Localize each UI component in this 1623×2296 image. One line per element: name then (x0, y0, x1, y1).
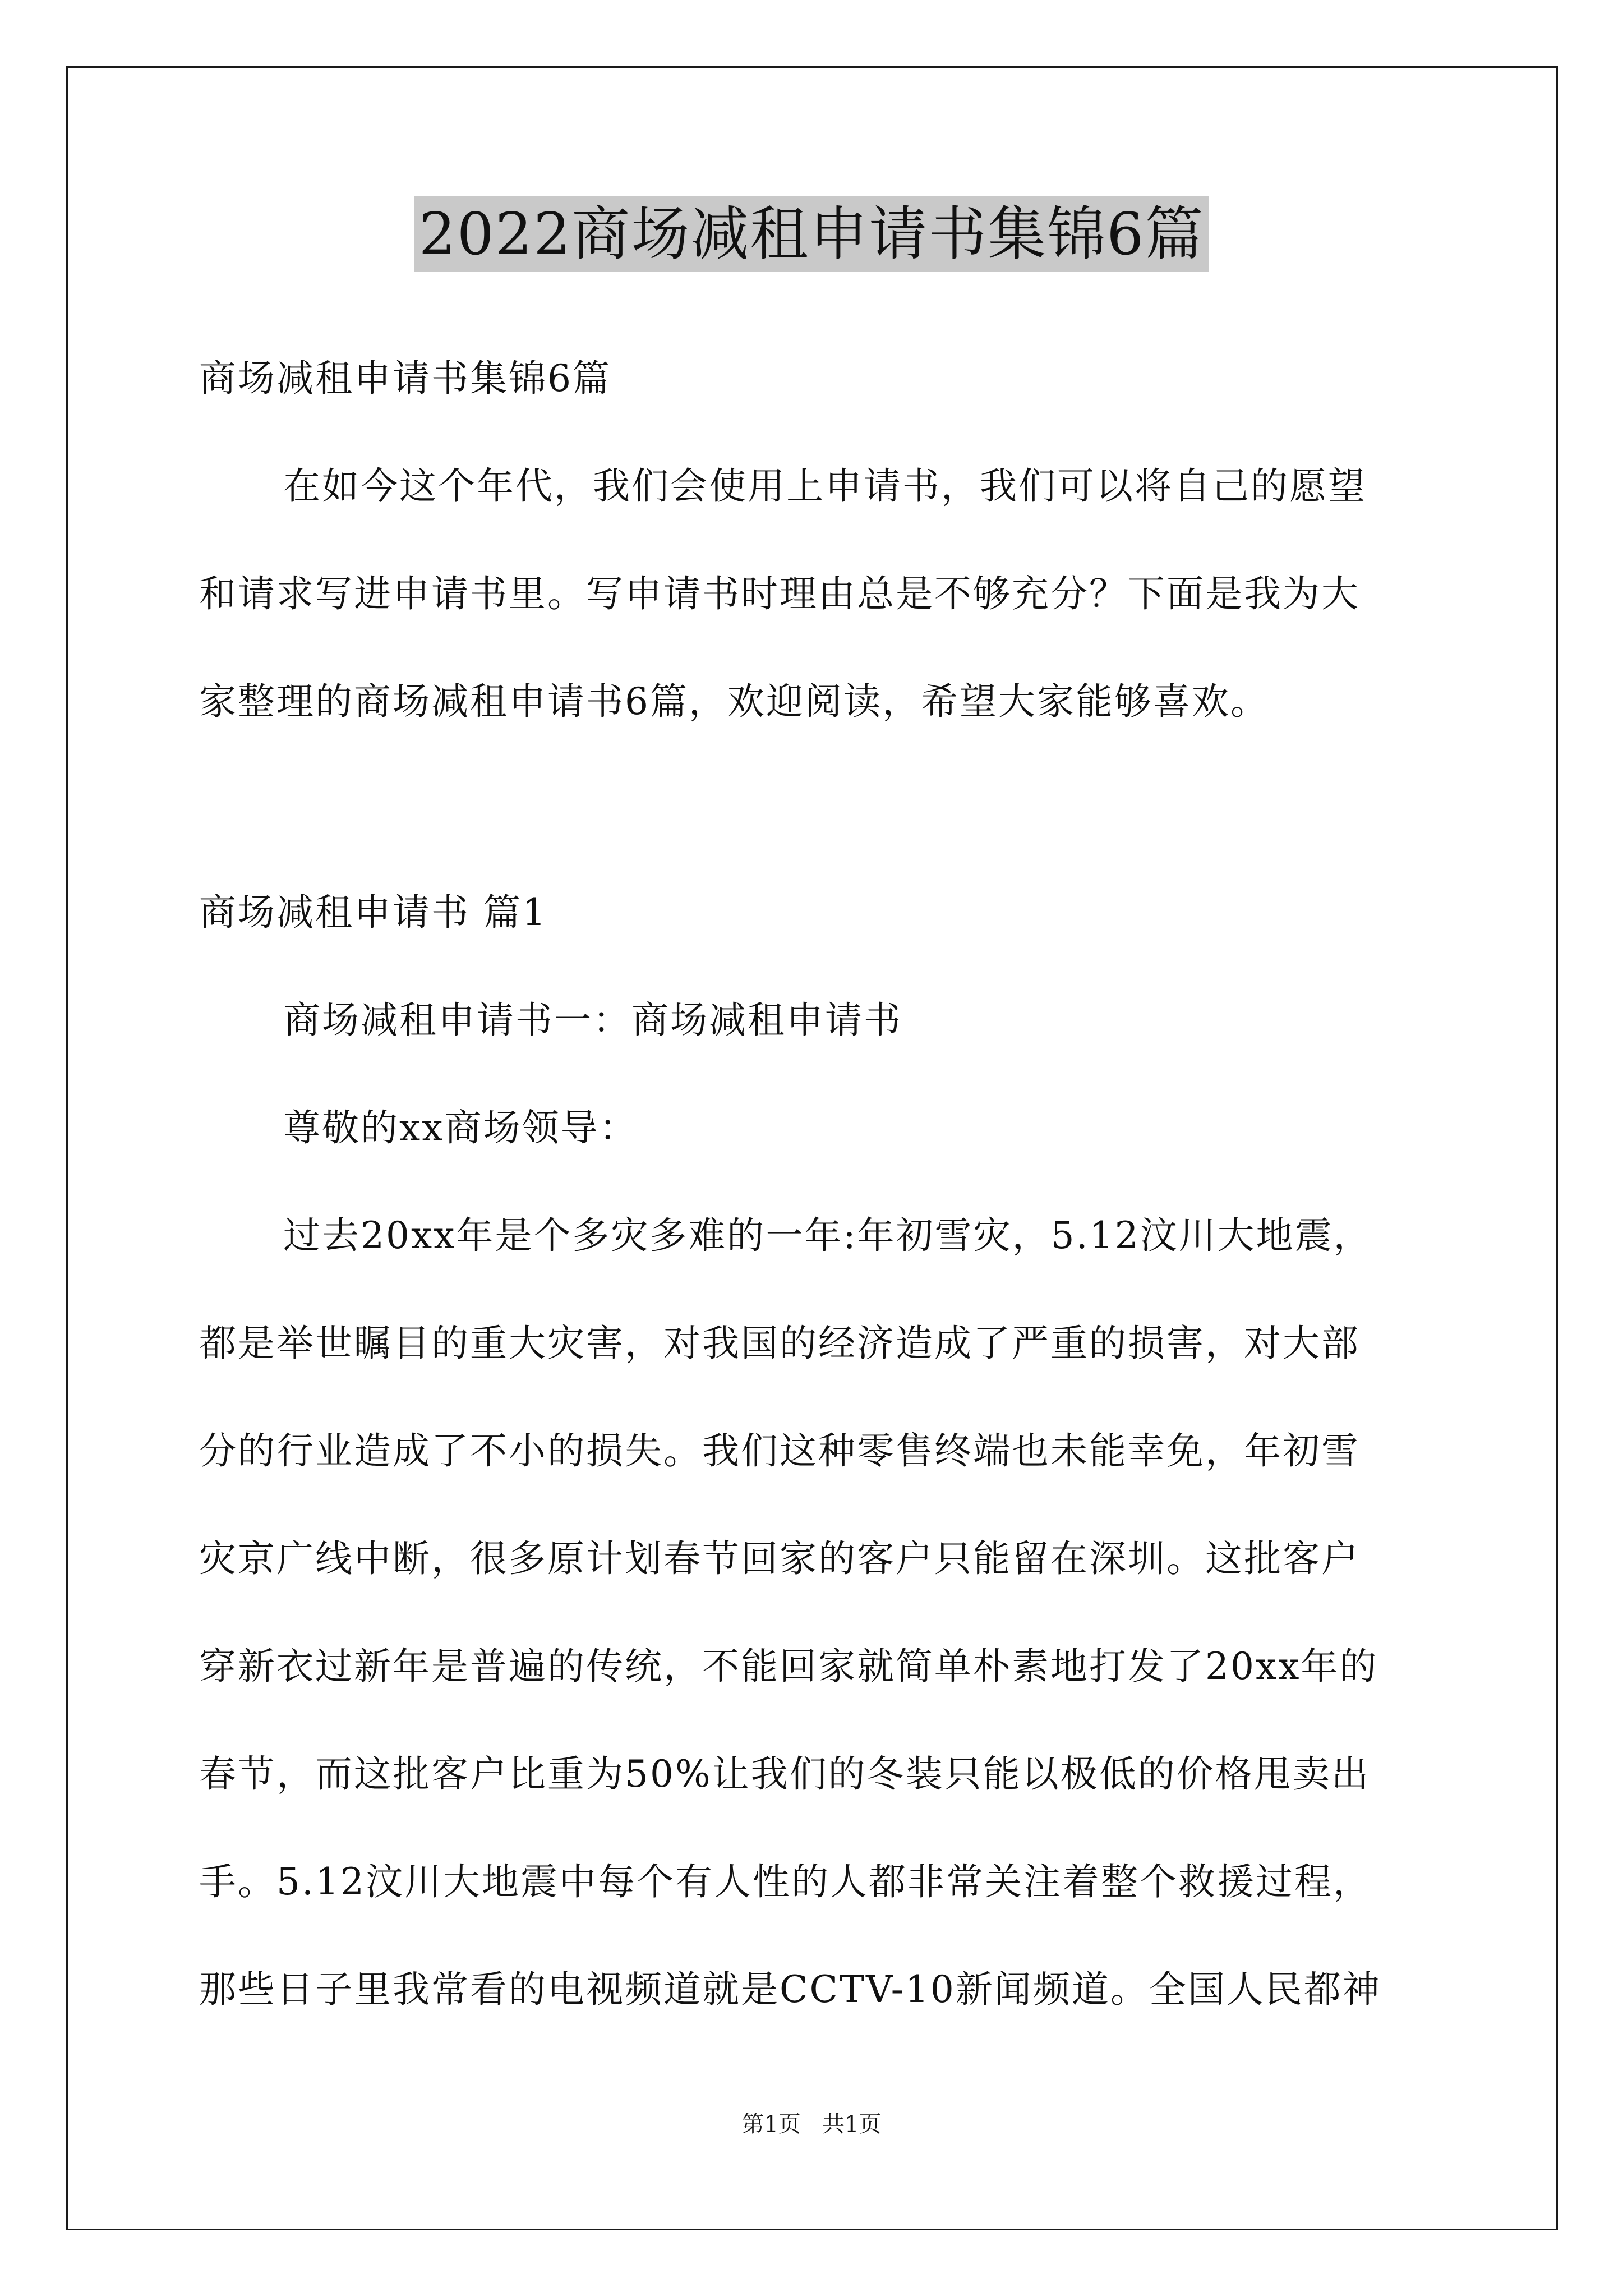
intro-line-3: 家整理的商场减租申请书6篇，欢迎阅读，希望大家能够喜欢。 (199, 680, 1269, 723)
body-line-3: 分的行业造成了不小的损失。我们这种零售终端也未能幸免，年初雪 (199, 1429, 1360, 1473)
body-line-2: 都是举世瞩目的重大灾害，对我国的经济造成了严重的损害，对大部 (199, 1322, 1360, 1365)
body-line-1: 过去20xx年是个多灾多难的一年:年初雪灾，5.12汶川大地震， (283, 1214, 1372, 1257)
intro-line-1: 在如今这个年代，我们会使用上申请书，我们可以将自己的愿望 (283, 464, 1367, 508)
document-subtitle: 商场减租申请书集锦6篇 (199, 357, 611, 400)
body-line-5: 穿新衣过新年是普遍的传统，不能回家就简单朴素地打发了20xx年的 (199, 1645, 1378, 1688)
body-line-4: 灾京广线中断，很多原计划春节回家的客户只能留在深圳。这批客户 (199, 1537, 1360, 1580)
body-line-6: 春节，而这批客户比重为50%让我们的冬装只能以极低的价格甩卖出 (199, 1752, 1370, 1796)
section-subheading: 商场减租申请书一：商场减租申请书 (283, 999, 902, 1042)
body-line-7: 手。5.12汶川大地震中每个有人性的人都非常关注着整个救援过程， (199, 1860, 1372, 1903)
intro-line-2: 和请求写进申请书里。写申请书时理由总是不够充分？下面是我为大 (199, 572, 1360, 615)
salutation: 尊敬的xx商场领导： (283, 1106, 638, 1149)
title-container (0, 196, 1623, 272)
document-title: 2022商场减租申请书集锦6篇 (414, 196, 1209, 272)
body-line-8: 那些日子里我常看的电视频道就是CCTV-10新闻频道。全国人民都神 (199, 1968, 1381, 2011)
page-number-footer: 第1页 共1页 (741, 2111, 882, 2137)
section-heading: 商场减租申请书 篇1 (199, 891, 547, 934)
